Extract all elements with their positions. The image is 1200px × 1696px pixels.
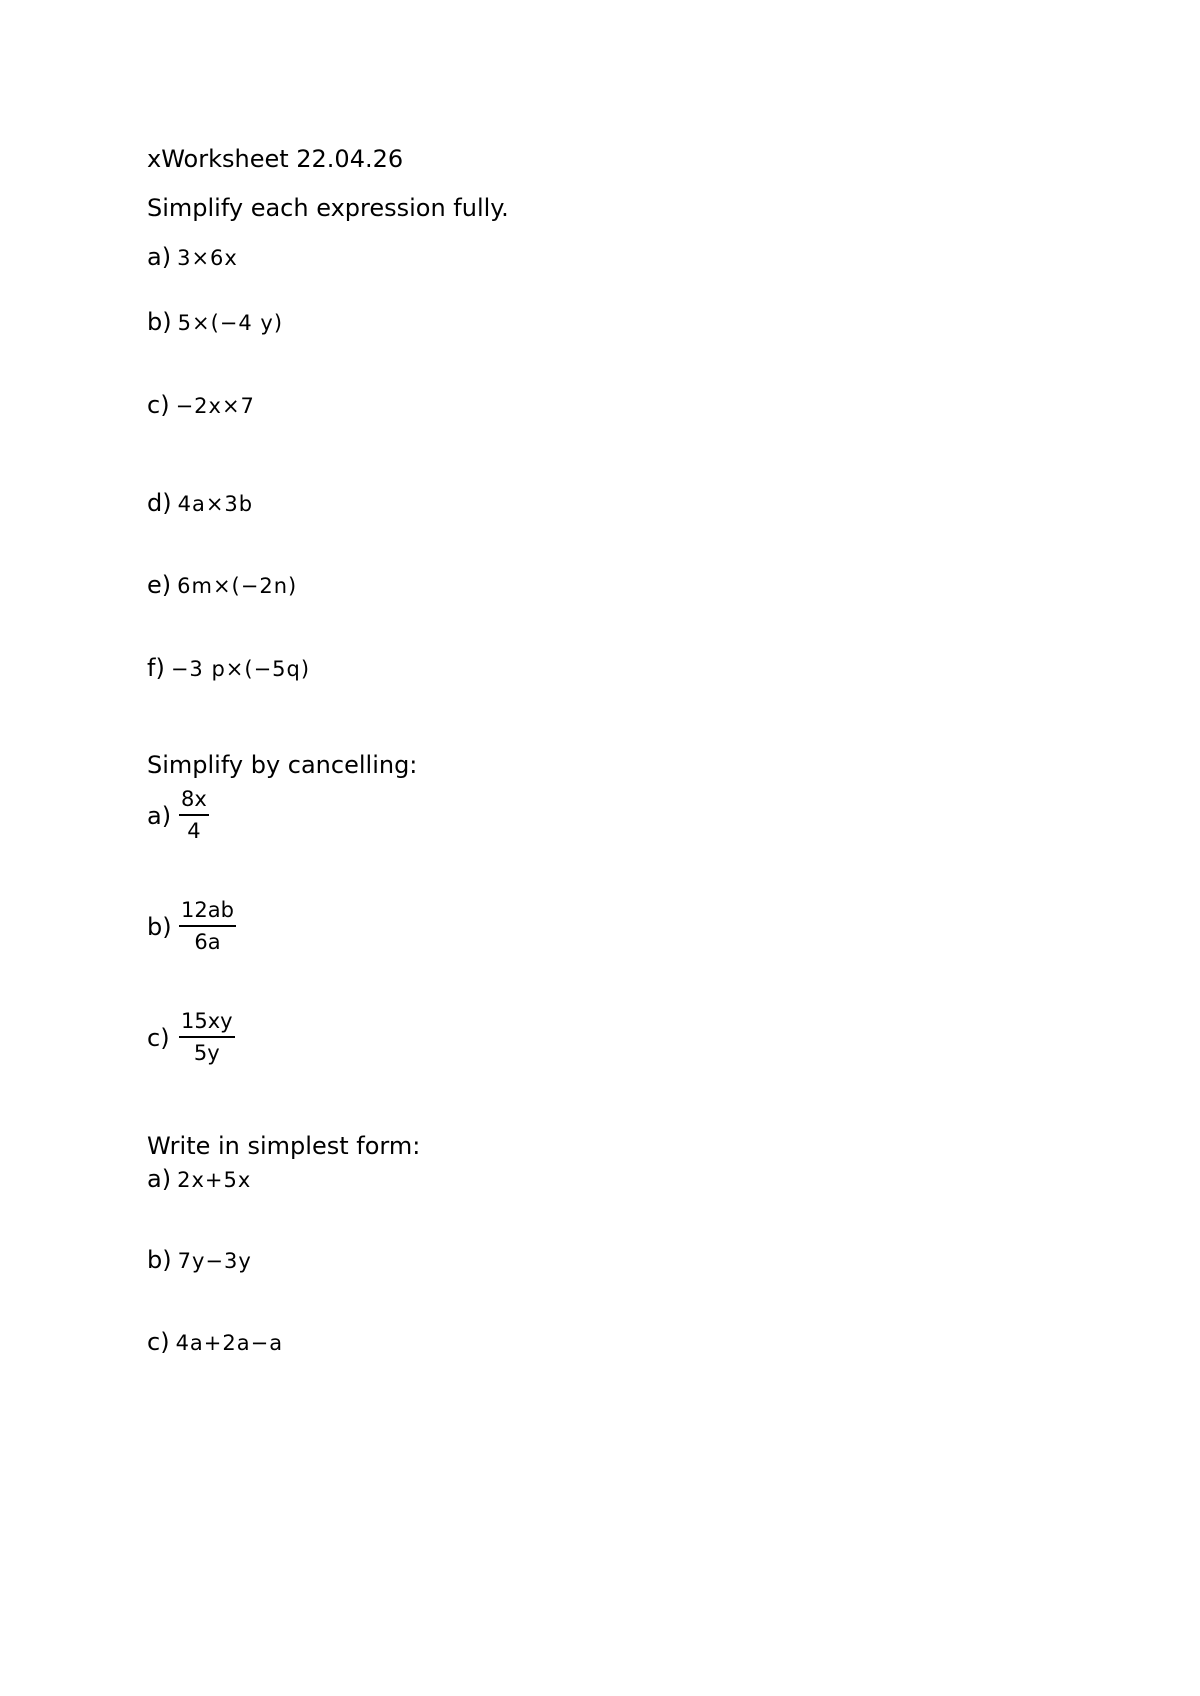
fraction-numerator: 15xy [179,1008,235,1038]
item-label: b) [147,308,172,336]
section3-item-a [147,1165,251,1194]
item-expression: 7y−3y [177,1249,252,1273]
section3-item-c [147,1328,283,1357]
section1-item-e [147,571,297,600]
fraction-denominator: 6a [194,930,221,954]
section3-item-b [147,1246,252,1275]
section1-item-b [147,308,283,337]
item-expression: 6m×(−2n) [177,574,298,598]
item-expression: −2x×7 [175,394,255,418]
item-expression: 5×(−4 y) [177,311,284,335]
item-expression: 2x+5x [177,1168,252,1192]
section2-heading: Simplify by cancelling: [147,751,418,779]
item-label: e) [147,571,172,599]
section1-item-f [147,654,310,683]
item-label: a) [147,1165,172,1193]
item-label: b) [147,1246,172,1274]
section1-item-a [147,243,238,272]
item-expression: −3 p×(−5q) [170,657,311,681]
page-title: xWorksheet 22.04.26 [147,145,404,173]
fraction-numerator: 8x [179,786,209,816]
item-expression: 4a+2a−a [175,1331,284,1355]
fraction [179,897,236,956]
item-label: a) [147,243,172,271]
item-label: c) [147,1024,170,1052]
item-label: f) [147,654,165,682]
item-label: a) [147,802,172,830]
fraction-denominator: 5y [193,1041,220,1065]
section1-item-d [147,489,253,518]
item-expression: 3×6x [177,246,238,270]
section3-heading: Write in simplest form: [147,1132,421,1160]
item-label: c) [147,1328,170,1356]
fraction [179,1008,235,1067]
item-label: b) [147,913,172,941]
section1-heading: Simplify each expression fully. [147,194,509,222]
section1-item-c [147,391,255,420]
fraction-numerator: 12ab [179,897,236,927]
fraction [179,786,209,845]
fraction-denominator: 4 [187,819,201,843]
item-expression: 4a×3b [177,492,254,516]
item-label: d) [147,489,172,517]
item-label: c) [147,391,170,419]
